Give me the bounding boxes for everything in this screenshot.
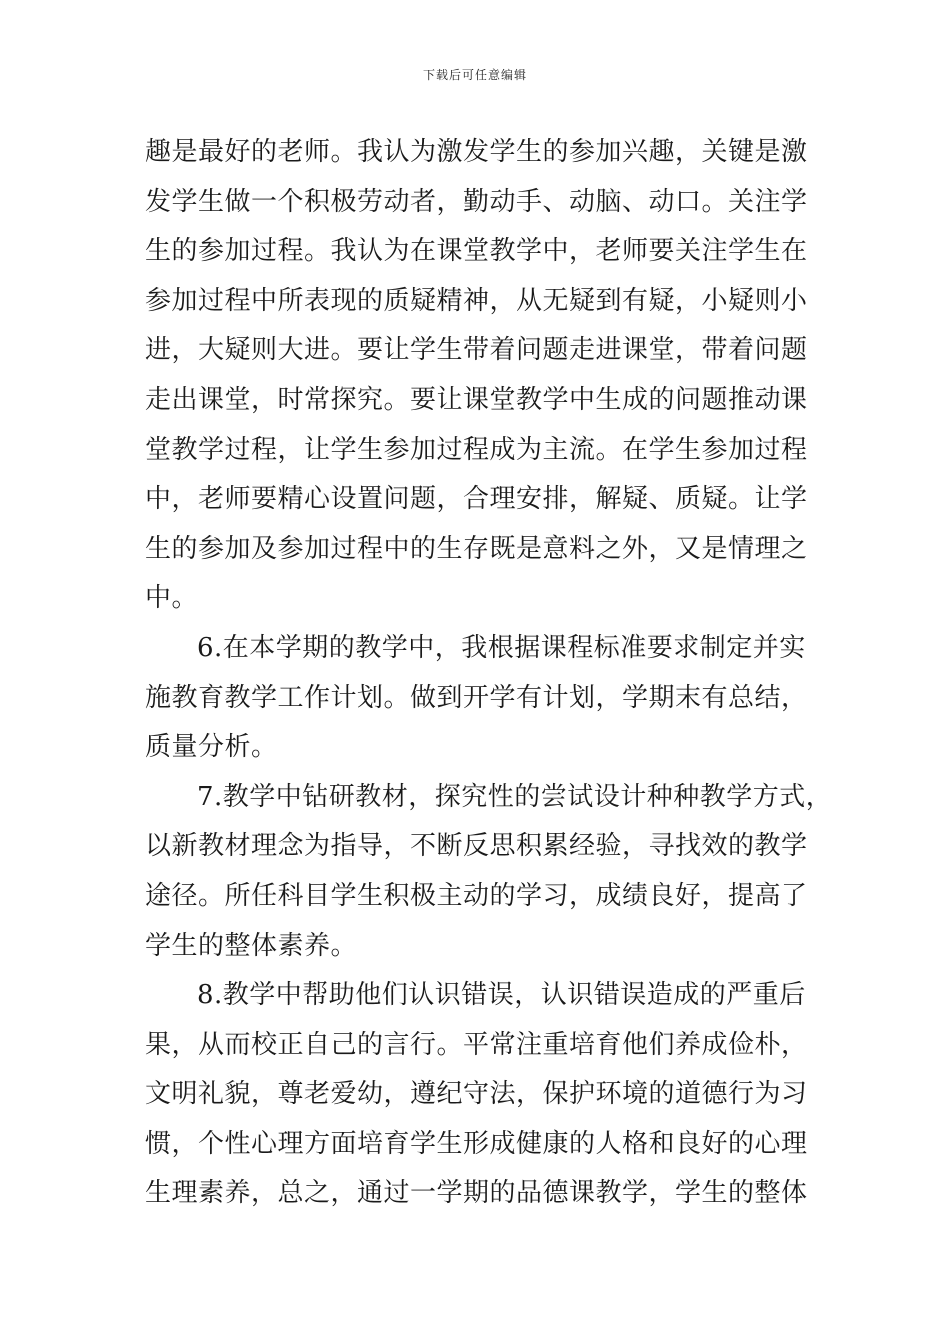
text-line: 果，从而校正自己的言行。平常注重培育他们养成俭朴， [145, 1029, 808, 1060]
text-line: 发学生做一个积极劳动者，勤动手、动脑、动口。关注学 [145, 186, 808, 217]
text-line: 生的参加及参加过程中的生存既是意料之外，又是情理之 [145, 533, 808, 564]
page-header: 下载后可任意编辑 [422, 68, 527, 82]
document-body [145, 128, 833, 1219]
text-line: 趣是最好的老师。我认为激发学生的参加兴趣，关键是激 [145, 137, 808, 167]
text-line: 中。 [145, 583, 199, 614]
text-line: 以新教材理念为指导，不断反思积累经验，寻找效的教学 [145, 831, 808, 862]
text-line: 质量分析。 [145, 732, 278, 763]
text-line: 进，大疑则大进。要让学生带着问题走进课堂，带着问题 [145, 335, 808, 366]
text-line: 参加过程中所表现的质疑精神，从无疑到有疑，小疑则小 [145, 285, 808, 316]
text-line: 文明礼貌，尊老爱幼，遵纪守法，保护环境的道德行为习 [145, 1079, 808, 1110]
paragraph-6-first-line: 6.在本学期的教学中，我根据课程标准要求制定并实 [197, 632, 806, 663]
paragraph-7-first-line: 7.教学中钻研教材，探究性的尝试设计种种教学方式， [197, 781, 833, 812]
text-line: 学生的整体素养。 [145, 930, 358, 961]
text-line: 惯，个性心理方面培育学生形成健康的人格和良好的心理 [145, 1128, 808, 1159]
text-line: 生理素养，总之，通过一学期的品德课教学，学生的整体 [145, 1178, 808, 1209]
text-line: 堂教学过程，让学生参加过程成为主流。在学生参加过程 [145, 434, 808, 465]
text-line: 走出课堂，时常探究。要让课堂教学中生成的问题推动课 [145, 384, 808, 415]
paragraph-8-first-line: 8.教学中帮助他们认识错误，认识错误造成的严重后 [197, 980, 806, 1011]
text-line: 施教育教学工作计划。做到开学有计划，学期末有总结， [145, 682, 808, 713]
text-line: 中，老师要精心设置问题，合理安排，解疑、质疑。让学 [145, 484, 808, 515]
text-line: 途径。所任科目学生积极主动的学习，成绩良好，提高了 [145, 880, 808, 911]
text-line: 生的参加过程。我认为在课堂教学中，老师要关注学生在 [145, 236, 808, 267]
